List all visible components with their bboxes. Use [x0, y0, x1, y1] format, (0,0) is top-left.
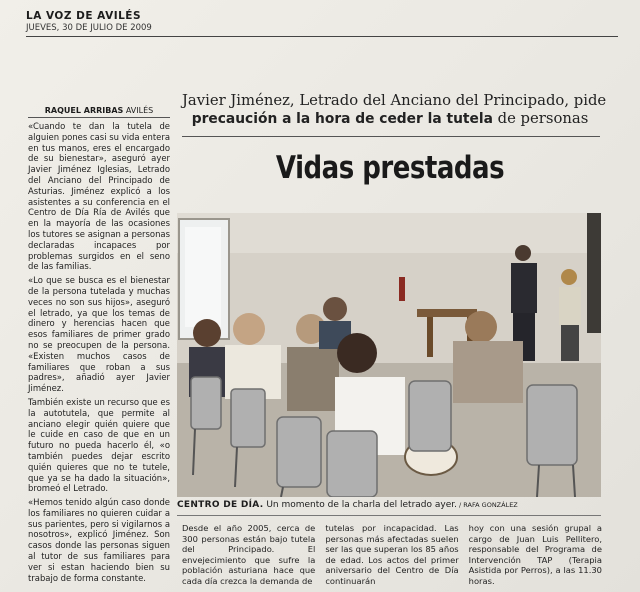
bottom-paragraph-3: hoy con una sesión grupal a cargo de Juan Luis Pellitero, responsable del Programa de Intervención TAP (Terapia Asistida por Perros), a las 11.30 horas.: [468, 523, 602, 586]
bottom-column-3: [469, 523, 602, 587]
subheadline-rest: de personas: [492, 110, 589, 127]
left-column: [28, 121, 170, 586]
publication-name: LA VOZ DE AVILÉS: [26, 10, 142, 22]
photo-credit: / RAFA GONZÁLEZ: [456, 501, 518, 509]
left-paragraph-2: «Lo que se busca es el bienestar de la persona tutelada y muchas veces no son sus hijos», aseguró el letrado, ya que los temas de dinero y herencias hacen que esos familiares de primer grado no se preocupen de la persona. «Existen muchos casos de familiares que roban a sus padres», añadió ayer Javier Jiménez.: [28, 275, 170, 394]
subheadline-line-1: Javier Jiménez, Letrado del Anciano del Principado, pide: [182, 92, 607, 109]
headline: Vidas prestadas: [275, 150, 505, 186]
bottom-paragraph-2: tutelas por incapacidad. Las personas más afectadas suelen ser las que superan los 85 años de edad. Los actos del primer aniversario del Centro de Día continuarán: [325, 523, 459, 586]
left-paragraph-1: «Cuando te dan la tutela de alguien pones casi su vida entera en tus manos, eres el encargado de su bienestar», aseguró ayer Javier Jiménez Iglesias, Letrado del Anciano del Principado de Asturias. Jiménez explicó a los asistentes a su conferencia en el Centro de Día Ría de Avilés que en la mayoría de las ocasiones los tutores se asignan a personas declaradas incapaces por problemas surgidos en el seno de las familias.: [28, 121, 170, 272]
photo-scene: [177, 213, 601, 497]
caption-kicker: CENTRO DE DÍA.: [177, 500, 264, 510]
left-paragraph-3: También existe un recurso que es la autotutela, que permite al anciano elegir quién quiere que le cuide en caso de que en un futuro no pueda hacerlo él, «o también puedes dejar escrito quién quieres que no te tutele, que ya se ha dado la situación», bromeó el Letrado.: [28, 396, 170, 494]
masthead-rule: [26, 36, 618, 37]
bottom-column-1: [182, 523, 315, 587]
masthead: [26, 10, 152, 33]
left-paragraph-4: «Hemos tenido algún caso donde los familiares no quieren cuidar a sus parientes, pero si vigilarnos a nosotros», explicó Jiménez. Son casos donde las personas siguen al tutor de sus familiares para ver si estan haciendo bien su trabajo de forma constante.: [28, 497, 170, 583]
subheadline-bold: precaución a la hora de ceder la tutela: [191, 111, 493, 127]
byline: [28, 106, 170, 118]
bottom-column-2: [325, 523, 458, 587]
caption-rule: [177, 515, 601, 516]
byline-author: RAQUEL ARRIBAS: [44, 106, 124, 115]
news-photo: [177, 213, 601, 497]
bottom-columns: [182, 523, 602, 587]
photo-caption: [177, 500, 601, 510]
publication-date: JUEVES, 30 DE JULIO DE 2009: [26, 23, 152, 33]
subheadline-rule: [182, 136, 600, 137]
caption-text: Un momento de la charla del letrado ayer.: [263, 500, 457, 510]
subheadline: [182, 92, 607, 128]
subheadline-line-2: [182, 110, 598, 128]
bottom-paragraph-1: Desde el año 2005, cerca de 300 personas están bajo tutela del Principado. El envejecimiento que sufre la población asturiana hace que cada día crezca la demanda de: [182, 523, 316, 586]
byline-place: AVILÉS: [125, 106, 154, 115]
